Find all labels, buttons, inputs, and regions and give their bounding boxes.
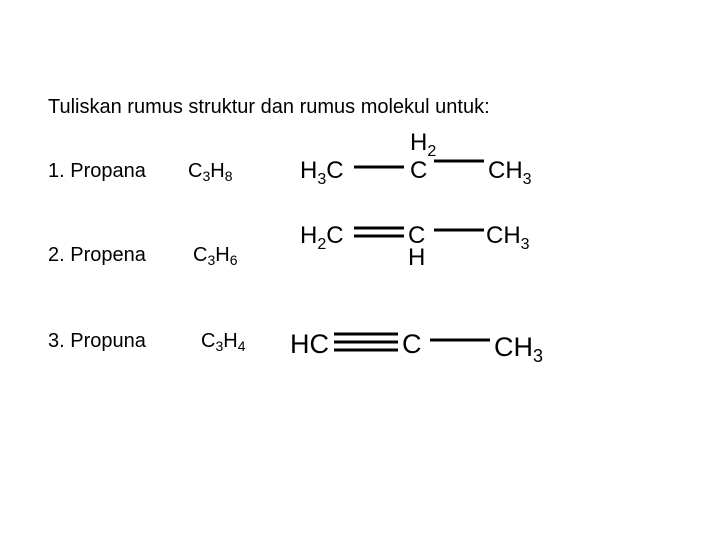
right-methyl-label: $CH_3$	[486, 222, 530, 253]
propana-structure	[300, 129, 532, 188]
left-ch-label: HC	[290, 329, 329, 359]
molecular-formula: $C_3H_6$	[193, 244, 238, 268]
molecular-formula: $C_3H_4$	[201, 330, 246, 354]
central-carbon-label: C	[402, 329, 422, 359]
molecular-formula: $C_3H_8$	[188, 160, 233, 184]
right-methyl-label: $CH_3$	[494, 332, 544, 366]
central-carbon-label: C	[410, 157, 428, 184]
left-methyl-label: $H_3C$	[300, 157, 344, 188]
left-ch2-label: $H_2C$	[300, 222, 344, 253]
item-label: 3. Propuna	[48, 330, 146, 352]
ch2-hydrogen-label: $H_2$	[410, 129, 437, 160]
item-label: 2. Propena	[48, 244, 146, 266]
ch-hydrogen-label: H	[408, 244, 426, 271]
page-heading: Tuliskan rumus struktur dan rumus molekul untuk:	[48, 96, 490, 118]
propena-structure	[300, 222, 530, 271]
central-carbon-label: C	[408, 222, 426, 249]
item-label: 1. Propana	[48, 160, 146, 182]
right-methyl-label: $CH_3$	[488, 157, 532, 188]
propuna-structure	[290, 329, 543, 366]
